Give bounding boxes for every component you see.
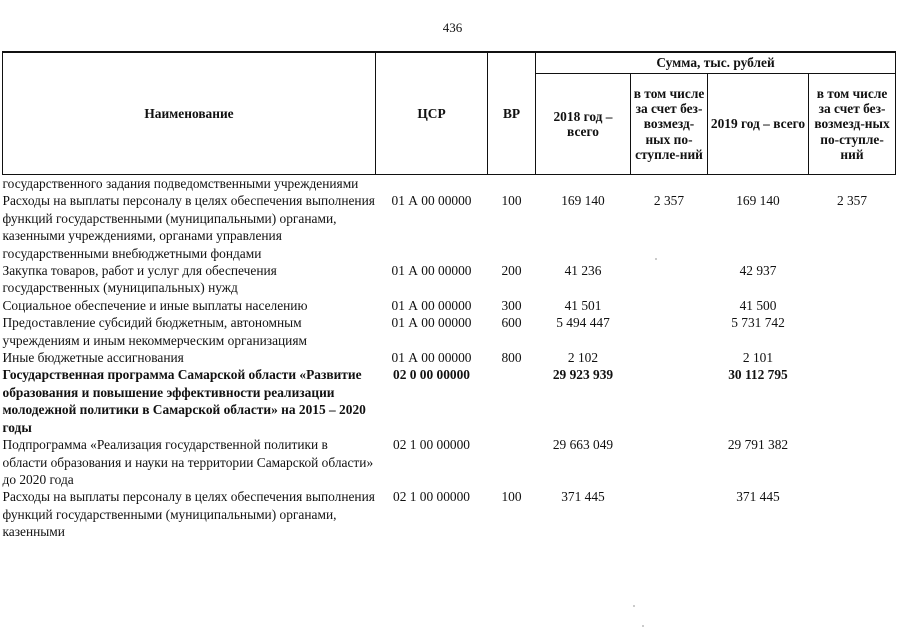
row-name: Расходы на выплаты персоналу в целях обеспечения выполнения функций государственными (муниципальными) органами, казенными: [2, 489, 375, 540]
row-2019-free: [809, 436, 896, 488]
page-number: 436: [442, 20, 463, 35]
row-2018-free: [631, 349, 708, 366]
row-2018-free: [631, 436, 708, 488]
row-2018-total: 29 663 049: [552, 437, 614, 453]
row-vr: 300: [501, 297, 522, 313]
header-2019-free: в том числе за счет без-возмезд-ных по-ступле-ний: [809, 74, 896, 175]
row-vr: [488, 366, 536, 436]
row-csr: [376, 175, 488, 193]
row-2018-free: [631, 262, 708, 297]
header-vr: ВР: [488, 52, 536, 175]
scan-speck: [655, 258, 657, 260]
table-row: [3, 436, 896, 488]
row-name: Расходы на выплаты персоналу в целях обеспечения выполнения функций государственными (муниципальными) органами, казенными учреждениями, органами управления государственными внебюджетными фондами: [2, 193, 375, 261]
row-2018-total: 41 236: [564, 263, 602, 279]
scan-speck: [642, 625, 644, 627]
row-vr: 800: [501, 350, 522, 366]
table-row: [3, 175, 896, 193]
row-vr: 100: [501, 489, 522, 505]
row-2019-free: [809, 314, 896, 349]
table-row: [3, 192, 896, 262]
row-2018-total: 41 501: [564, 297, 602, 313]
budget-table: [2, 51, 896, 541]
row-csr: 01 А 00 00000: [391, 263, 472, 279]
row-2019-total: 371 445: [736, 489, 780, 505]
row-2018-total: 2 102: [567, 350, 599, 366]
row-2018-free: [631, 366, 708, 436]
row-2019-free: 2 357: [836, 193, 868, 209]
row-2019-free: [809, 262, 896, 297]
row-2019-free: [809, 488, 896, 540]
row-2018-total: [536, 175, 631, 193]
row-2019-total: 29 791 382: [727, 437, 789, 453]
row-csr: 01 А 00 00000: [391, 350, 472, 366]
row-csr: 01 А 00 00000: [391, 315, 472, 331]
row-vr: [488, 175, 536, 193]
row-2018-free: [631, 314, 708, 349]
row-2018-total: 29 923 939: [552, 367, 614, 383]
row-csr: 02 0 00 00000: [393, 367, 470, 383]
row-2019-total: 5 731 742: [731, 315, 785, 331]
row-2019-free: [809, 366, 896, 436]
table-header: [3, 52, 896, 175]
row-2019-total: [708, 175, 809, 193]
row-name: Подпрограмма «Реализация государственной политики в области образования и науки на территории Самарской области» до 2020 года: [2, 437, 374, 487]
header-2018-free: в том числе за счет без-возмезд-ных по-ступле-ний: [631, 74, 708, 175]
row-csr: 01 А 00 00000: [391, 297, 472, 313]
header-2018-total: 2018 год – всего: [536, 74, 631, 175]
row-2018-total: 5 494 447: [556, 315, 610, 331]
header-name: Наименование: [3, 52, 376, 175]
row-2019-total: 169 140: [736, 193, 780, 209]
row-2019-free: [809, 349, 896, 366]
row-2018-free: 2 357: [653, 193, 685, 209]
row-2018-free: [631, 297, 708, 314]
table-row: [3, 297, 896, 314]
row-csr: 01 А 00 00000: [391, 193, 472, 209]
table-row: [3, 314, 896, 349]
table-row: [3, 349, 896, 366]
header-csr: ЦСР: [376, 52, 488, 175]
row-2018-free: [631, 488, 708, 540]
scan-speck: [633, 605, 635, 607]
row-2019-total: 30 112 795: [728, 367, 788, 383]
row-name: Социальное обеспечение и иные выплаты населению: [2, 297, 308, 313]
table-row: [3, 262, 896, 297]
row-2019-free: [809, 175, 896, 193]
table-body: [3, 175, 896, 541]
row-csr: 02 1 00 00000: [393, 437, 470, 453]
row-name: Предоставление субсидий бюджетным, автономным учреждениям и иным некоммерческим организациям: [2, 315, 307, 348]
header-sum-group: Сумма, тыс. рублей: [536, 52, 896, 74]
row-vr: 200: [501, 263, 522, 279]
row-vr: [488, 436, 536, 488]
row-2019-total: 41 500: [739, 297, 777, 313]
row-2019-total: 42 937: [739, 263, 777, 279]
row-2018-free: [631, 175, 708, 193]
row-name: Иные бюджетные ассигнования: [2, 350, 184, 366]
row-2019-free: [809, 297, 896, 314]
row-csr: 02 1 00 00000: [393, 489, 470, 505]
table-row: [3, 366, 896, 436]
row-2018-total: 169 140: [561, 193, 605, 209]
row-name: Государственная программа Самарской области «Развитие образования и повышение эффективности реализации молодежной политики в Самарской области» на 2015 – 2020 годы: [2, 367, 366, 435]
row-2019-total: 2 101: [742, 350, 774, 366]
header-2019-total: 2019 год – всего: [708, 74, 809, 175]
row-name: государственного задания подведомственными учреждениями: [2, 176, 359, 191]
row-2018-total: 371 445: [561, 489, 605, 505]
table-row: [3, 488, 896, 540]
row-vr: 100: [501, 193, 522, 209]
row-vr: 600: [501, 315, 522, 331]
row-name: Закупка товаров, работ и услуг для обеспечения государственных (муниципальных) нужд: [2, 263, 277, 296]
